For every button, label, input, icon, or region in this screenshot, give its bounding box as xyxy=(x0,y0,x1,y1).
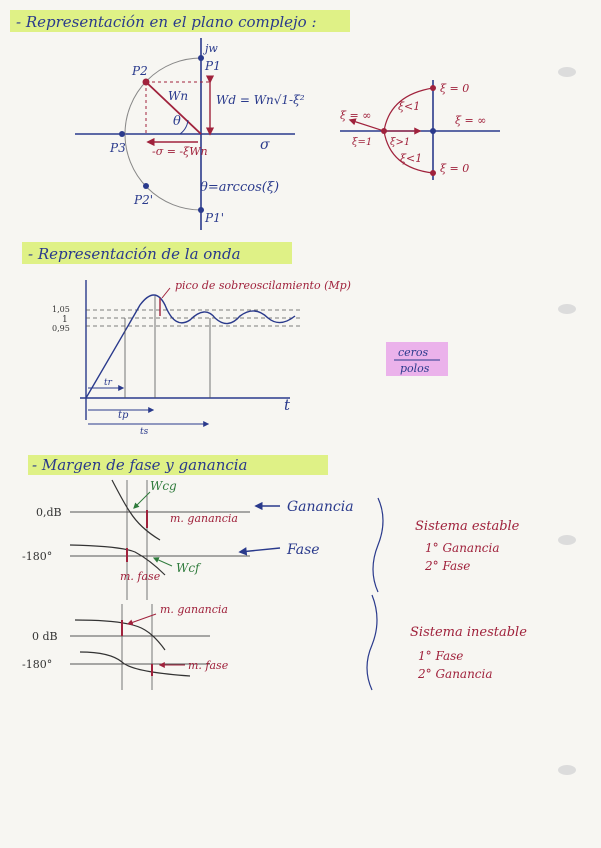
label-sigma-formula: -σ = -ξWn xyxy=(152,145,208,158)
response-curve xyxy=(86,295,295,398)
axis-real-label: σ xyxy=(260,137,270,153)
m-gain-label: m. ganancia xyxy=(170,512,238,525)
axis-imag-label: jw xyxy=(205,42,218,55)
stable-title: Sistema estable xyxy=(415,519,520,534)
section-title: - Representación de la onda xyxy=(28,245,241,263)
t-axis-label: t xyxy=(284,396,291,414)
y-phase-label: -180° xyxy=(22,550,53,563)
xi-eq1: ξ=1 xyxy=(352,137,373,148)
m-phase-label: m. fase xyxy=(120,570,161,583)
binder-holes xyxy=(558,67,576,775)
ts-label: ts xyxy=(140,427,149,437)
unstable-bode xyxy=(22,595,527,690)
section-3-heading xyxy=(28,455,328,475)
damping-map xyxy=(340,80,500,180)
xi-gt1: ξ>1 xyxy=(390,137,411,148)
pole-p2b xyxy=(143,183,149,189)
label-theta: θ xyxy=(173,114,181,129)
mp-label: pico de sobreoscilamiento (Mp) xyxy=(175,279,351,292)
stable-bode xyxy=(22,479,520,600)
xi-inf-left: ξ = ∞ xyxy=(340,109,372,122)
stable-item1: 1° Ganancia xyxy=(425,541,500,555)
label-wn: Wn xyxy=(168,89,189,103)
y-1: 1 xyxy=(62,315,68,325)
y-105: 1,05 xyxy=(52,305,70,314)
label-theta-formula: θ=arccos(ξ) xyxy=(200,180,280,195)
xi-lt1-top: ξ<1 xyxy=(398,100,421,113)
zeros-poles-note xyxy=(386,342,448,376)
tr-label: tr xyxy=(104,378,112,388)
xi0-top: ξ = 0 xyxy=(440,82,470,95)
y-gain-label: 0 dB xyxy=(32,630,58,643)
label-wd-formula: Wd = Wn√1-ξ² xyxy=(216,93,305,107)
step-response-plot xyxy=(52,279,351,437)
note-bottom: polos xyxy=(400,362,430,375)
unstable-item2: 2° Ganancia xyxy=(418,667,493,681)
section-2-heading xyxy=(22,242,292,264)
pole-p1 xyxy=(198,55,204,61)
label-p3: P3 xyxy=(110,141,126,155)
wcf-label: Wcf xyxy=(176,561,200,575)
xi0-bottom: ξ = 0 xyxy=(440,162,470,175)
label-p1: P1 xyxy=(205,59,221,73)
pole-p3 xyxy=(119,131,125,137)
label-p1b: P1' xyxy=(205,211,225,225)
section-title: - Margen de fase y ganancia xyxy=(32,456,248,474)
theta-arc xyxy=(180,120,188,134)
y-phase-label: -180° xyxy=(22,658,53,671)
wcg-label: Wcg xyxy=(150,479,177,493)
complex-plane-diagram xyxy=(75,38,305,230)
xi-lt1-bottom: ξ<1 xyxy=(400,152,423,165)
label-p2b: P2' xyxy=(134,193,154,207)
tp-label: tp xyxy=(118,410,129,421)
section-1-heading xyxy=(10,10,350,32)
gain-curve xyxy=(75,620,165,650)
y-gain-label: 0,dB xyxy=(36,506,62,519)
m-gain-label: m. ganancia xyxy=(160,603,228,616)
unstable-title: Sistema inestable xyxy=(410,625,527,640)
xi-inf-right: ξ = ∞ xyxy=(455,114,487,127)
stable-item2: 2° Fase xyxy=(425,559,471,573)
y-095: 0,95 xyxy=(52,324,70,333)
pole-p1b xyxy=(198,207,204,213)
note-top: ceros xyxy=(398,346,429,359)
unstable-item1: 1° Fase xyxy=(418,649,464,663)
m-phase-label: m. fase xyxy=(188,659,229,672)
label-p2: P2 xyxy=(132,64,148,78)
phase-arrow-label: Fase xyxy=(287,542,320,558)
gain-arrow-label: Ganancia xyxy=(287,499,354,515)
section-title: - Representación en el plano complejo : xyxy=(16,13,317,31)
